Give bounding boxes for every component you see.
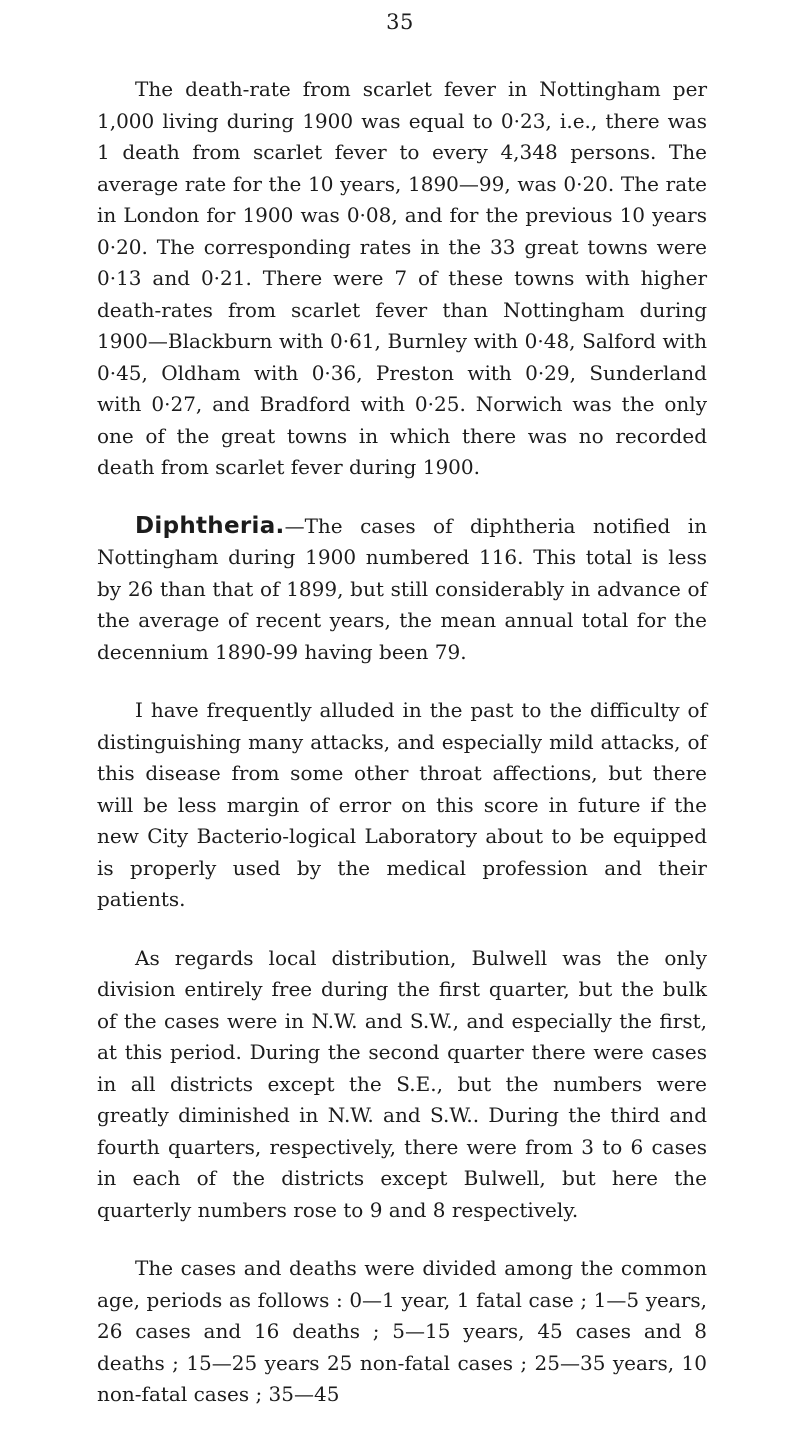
page-number: 35 — [386, 10, 414, 34]
diphtheria-heading: Diphtheria. — [135, 512, 285, 539]
diagnosis-difficulty-paragraph: I have frequently alluded in the past to the difficulty of distinguishing many attacks, and especially mild attacks, of this disease from some other throat affections, but there will be less margin of error on this score in future if the new City Bacterio-logical Laboratory about to be equipped is properly used by the medical profession and their patients. — [97, 698, 707, 911]
scarlet-fever-paragraph: The death-rate from scarlet fever in Nottingham per 1,000 living during 1900 was equal to 0·23, i.e., there was 1 death from scarlet fever to every 4,348 persons. The average rate for the 10 years, 1890—99, was 0·20. The rate in London for 1900 was 0·08, and for the previous 10 years 0·20. The corresponding rates in the 33 great towns were 0·13 and 0·21. There were 7 of these towns with higher death-rates from scarlet fever than Nottingham during 1900—Blackburn with 0·61, Burnley with 0·48, Salford with 0·45, Oldham with 0·36, Preston with 0·29, Sunderland with 0·27, and Bradford with 0·25. Norwich was the only one of the great towns in which there was no recorded death from scarlet fever during 1900. — [97, 77, 707, 479]
local-distribution-paragraph: As regards local distribution, Bulwell was the only division entirely free during the first quarter, but the bulk of the cases were in N.W. and S.W., and especially the first, at this period. During the second quarter there were cases in all districts except the S.E., but the numbers were greatly diminished in N.W. and S.W.. During the third and fourth quarters, respectively, there were from 3 to 6 cases in each of the districts except Bulwell, but here the quarterly numbers rose to 9 and 8 respectively. — [97, 945, 707, 1222]
page-body — [97, 74, 707, 1438]
diphtheria-intro-text: —The cases of diphtheria notified in Nottingham during 1900 numbered 116. This total is less by 26 than that of 1899, but still considerably in advance of the average of recent years, the mean annual total for the decennium 1890-99 having been 79. — [97, 513, 707, 664]
age-periods-paragraph: The cases and deaths were divided among the common age, periods as follows : 0—1 year, 1 fatal case ; 1—5 years, 26 cases and 16 deaths ; 5—15 years, 45 cases and 8 deaths ; 15—25 years 25 non-fatal cases ; 25—35 years, 10 non-fatal cases ; 35—45 — [97, 1256, 707, 1406]
diphtheria-paragraph — [97, 511, 707, 669]
